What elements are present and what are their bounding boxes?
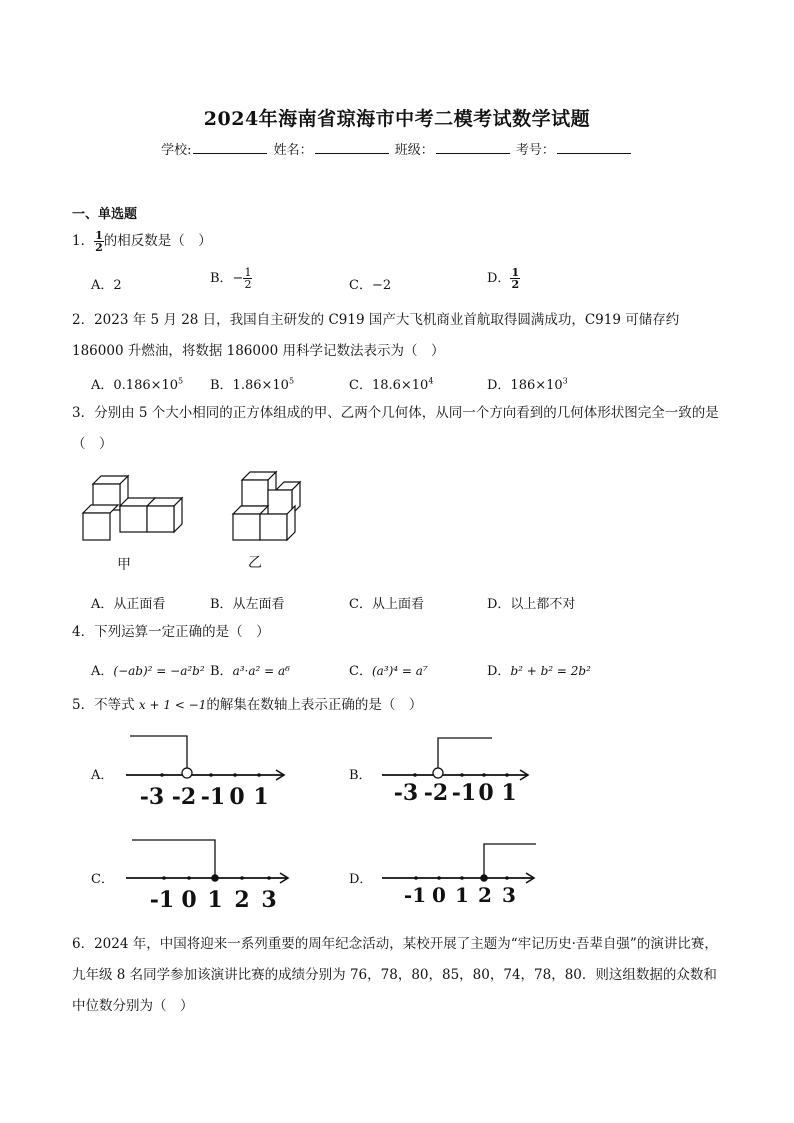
tick-label: -1 [403,883,427,907]
tick-label: -1 [200,784,226,810]
tick-label: -3 [393,780,419,806]
tick-label: 3 [502,883,516,907]
q5-option-b-numberline[interactable] [376,728,536,810]
tick-label: 1 [455,883,469,907]
question-2: 2．2023 年 5 月 28 日，我国自主研发的 C919 国产大飞机商业首航取得圆满成功，C919 可储存约 186000 升燃油，将数据 186000 用科学记数法表示为（ ） [72,312,680,359]
tick-label: 1 [501,780,517,806]
q1-option-a[interactable]: A．2 [91,278,122,293]
class-blank[interactable] [436,141,510,154]
tick-label: 1 [207,887,223,913]
q1-option-d[interactable]: D． $\frac{1}{2}$ [487,266,520,291]
q5-option-a-numberline[interactable] [118,728,290,810]
question-5: 5．不等式 x + 1 < −1的解集在数轴上表示正确的是（ ） [72,697,423,713]
exam-no-label: 考号： [515,143,555,158]
q2-option-c[interactable]: C．$18.6\times 10^4$ [349,376,434,393]
q4-option-c[interactable]: C．(a³)⁴ = a⁷ [349,664,428,679]
q3-option-c[interactable]: C．从上面看 [349,597,424,612]
tick-label: 2 [234,887,250,913]
tick-label: 2 [478,883,492,907]
q2-option-b[interactable]: B．$1.86\times 10^5$ [210,376,295,393]
q5-option-d-numberline[interactable] [378,836,540,912]
solid-yi-figure [228,466,318,546]
fraction: $\frac{1}{2}$ [511,266,520,291]
q4-option-a[interactable]: A．(−ab)² = −a²b² [91,664,205,679]
q3-option-a[interactable]: A．从正面看 [91,597,166,612]
student-info-line [0,139,794,158]
q5-option-c-label[interactable]: C． [91,872,114,887]
q4-option-b[interactable]: B．a³·a² = a⁶ [210,664,290,679]
q1-option-c[interactable]: C．−2 [349,278,392,293]
q1-option-b[interactable]: B．− $\frac{1}{2}$ [210,266,252,291]
tick-label: -3 [139,784,165,810]
tick-label: 0 [432,883,446,907]
question-text: 的相反数是（ ） [103,233,212,249]
question-6: 6．2024 年，中国将迎来一系列重要的周年纪念活动，某校开展了主题为“牢记历史·吾辈自强”的演讲比赛，九年级 8 名同学参加该演讲比赛的成绩分别为 76，78，80，85，80，74，78，80．则这组数据的众数和中位数分别为（ ） [72,936,718,1014]
inequality: x + 1 < −1 [138,698,207,712]
tick-label: -2 [171,784,197,810]
q4-option-d[interactable]: D．b² + b² = 2b² [487,664,591,679]
tick-label: -1 [149,887,175,913]
school-blank[interactable] [193,141,267,154]
tick-label: 1 [253,784,269,810]
q5-option-c-numberline[interactable] [118,834,293,914]
label-yi: 乙 [248,555,262,571]
solid-jia-figure [78,466,198,546]
label-jia: 甲 [117,557,131,573]
question-3: 3．分别由 5 个大小相同的正方体组成的甲、乙两个几何体，从同一个方向看到的几何体形状图完全一致的是（ ） [72,405,719,452]
page-title: 2024年海南省琼海市中考二模考试数学试题 [203,108,591,130]
q3-option-d[interactable]: D．以上都不对 [487,597,576,612]
q5-option-b-label[interactable]: B． [349,768,372,783]
fraction: $\frac{1}{2}$ [95,229,103,254]
q5-option-a-label[interactable]: A． [91,768,114,783]
tick-label: 0 [478,780,494,806]
fraction: $\frac{1}{2}$ [244,266,252,291]
school-label: 学校: [161,143,192,158]
tick-label: -2 [423,780,449,806]
q5-option-d-label[interactable]: D． [349,872,373,887]
name-blank[interactable] [315,141,389,154]
tick-label: 0 [229,784,245,810]
name-label: 姓名： [273,143,313,158]
question-4: 4．下列运算一定正确的是（ ） [72,624,270,640]
q2-option-d[interactable]: D．$186\times 10^3$ [487,376,568,393]
q3-option-b[interactable]: B．从左面看 [210,597,285,612]
section-heading: 一、单选题 [72,207,138,222]
q2-option-a[interactable]: A．$0.186\times 10^5$ [91,376,184,393]
question-1 [72,226,212,257]
class-label: 班级： [394,143,434,158]
tick-label: -1 [451,780,477,806]
tick-label: 3 [261,887,277,913]
question-number: 1． [72,233,95,249]
tick-label: 0 [181,887,197,913]
exam-no-blank[interactable] [557,141,631,154]
